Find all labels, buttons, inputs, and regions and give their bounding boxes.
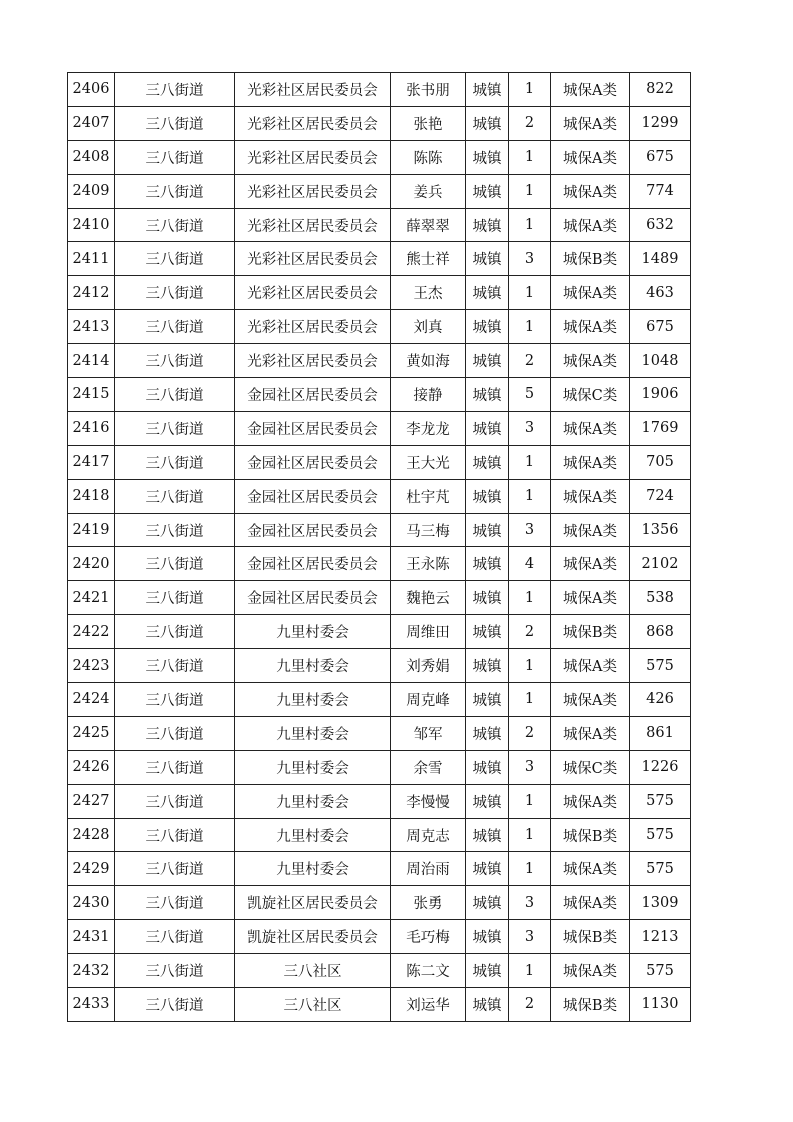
category-cell: 城保B类 xyxy=(551,818,630,852)
community-cell: 三八社区 xyxy=(235,954,391,988)
street-cell: 三八街道 xyxy=(115,683,235,717)
household-size-cell: 1 xyxy=(509,140,551,174)
amount-cell: 1213 xyxy=(630,920,691,954)
household-size-cell: 3 xyxy=(509,886,551,920)
table-row xyxy=(68,920,691,954)
table-row xyxy=(68,513,691,547)
category-cell: 城保A类 xyxy=(551,208,630,242)
community-cell: 九里村委会 xyxy=(235,750,391,784)
category-cell: 城保A类 xyxy=(551,310,630,344)
table-body xyxy=(68,73,691,1022)
record-id-cell: 2408 xyxy=(68,140,115,174)
area-type-cell: 城镇 xyxy=(466,106,509,140)
table-row xyxy=(68,615,691,649)
record-id-cell: 2419 xyxy=(68,513,115,547)
community-cell: 金园社区居民委员会 xyxy=(235,378,391,412)
street-cell: 三八街道 xyxy=(115,174,235,208)
name-cell: 王杰 xyxy=(391,276,466,310)
household-size-cell: 1 xyxy=(509,276,551,310)
area-type-cell: 城镇 xyxy=(466,954,509,988)
table-row xyxy=(68,818,691,852)
community-cell: 光彩社区居民委员会 xyxy=(235,73,391,107)
table-row xyxy=(68,106,691,140)
table-row xyxy=(68,276,691,310)
street-cell: 三八街道 xyxy=(115,716,235,750)
record-id-cell: 2421 xyxy=(68,581,115,615)
category-cell: 城保A类 xyxy=(551,479,630,513)
table-row xyxy=(68,750,691,784)
community-cell: 光彩社区居民委员会 xyxy=(235,208,391,242)
household-size-cell: 4 xyxy=(509,547,551,581)
table-row xyxy=(68,954,691,988)
record-id-cell: 2432 xyxy=(68,954,115,988)
area-type-cell: 城镇 xyxy=(466,411,509,445)
street-cell: 三八街道 xyxy=(115,886,235,920)
category-cell: 城保B类 xyxy=(551,988,630,1022)
community-cell: 金园社区居民委员会 xyxy=(235,479,391,513)
community-cell: 金园社区居民委员会 xyxy=(235,411,391,445)
record-id-cell: 2406 xyxy=(68,73,115,107)
household-size-cell: 3 xyxy=(509,242,551,276)
name-cell: 张书朋 xyxy=(391,73,466,107)
street-cell: 三八街道 xyxy=(115,140,235,174)
table-row xyxy=(68,886,691,920)
area-type-cell: 城镇 xyxy=(466,988,509,1022)
amount-cell: 1048 xyxy=(630,344,691,378)
household-size-cell: 3 xyxy=(509,513,551,547)
household-size-cell: 3 xyxy=(509,411,551,445)
community-cell: 九里村委会 xyxy=(235,615,391,649)
category-cell: 城保A类 xyxy=(551,344,630,378)
community-cell: 三八社区 xyxy=(235,988,391,1022)
amount-cell: 1309 xyxy=(630,886,691,920)
table-row xyxy=(68,649,691,683)
amount-cell: 426 xyxy=(630,683,691,717)
community-cell: 光彩社区居民委员会 xyxy=(235,242,391,276)
amount-cell: 1906 xyxy=(630,378,691,412)
community-cell: 九里村委会 xyxy=(235,852,391,886)
record-id-cell: 2412 xyxy=(68,276,115,310)
street-cell: 三八街道 xyxy=(115,852,235,886)
area-type-cell: 城镇 xyxy=(466,310,509,344)
amount-cell: 724 xyxy=(630,479,691,513)
household-size-cell: 1 xyxy=(509,73,551,107)
record-id-cell: 2407 xyxy=(68,106,115,140)
record-id-cell: 2424 xyxy=(68,683,115,717)
record-id-cell: 2429 xyxy=(68,852,115,886)
street-cell: 三八街道 xyxy=(115,784,235,818)
household-size-cell: 1 xyxy=(509,208,551,242)
area-type-cell: 城镇 xyxy=(466,818,509,852)
name-cell: 余雪 xyxy=(391,750,466,784)
community-cell: 光彩社区居民委员会 xyxy=(235,310,391,344)
name-cell: 刘真 xyxy=(391,310,466,344)
area-type-cell: 城镇 xyxy=(466,140,509,174)
street-cell: 三八街道 xyxy=(115,242,235,276)
table-row xyxy=(68,581,691,615)
record-id-cell: 2411 xyxy=(68,242,115,276)
table-row xyxy=(68,683,691,717)
area-type-cell: 城镇 xyxy=(466,547,509,581)
name-cell: 王永陈 xyxy=(391,547,466,581)
amount-cell: 861 xyxy=(630,716,691,750)
record-id-cell: 2420 xyxy=(68,547,115,581)
street-cell: 三八街道 xyxy=(115,920,235,954)
table-row xyxy=(68,479,691,513)
category-cell: 城保A类 xyxy=(551,852,630,886)
category-cell: 城保A类 xyxy=(551,106,630,140)
record-id-cell: 2430 xyxy=(68,886,115,920)
record-id-cell: 2423 xyxy=(68,649,115,683)
category-cell: 城保A类 xyxy=(551,513,630,547)
record-id-cell: 2414 xyxy=(68,344,115,378)
street-cell: 三八街道 xyxy=(115,547,235,581)
street-cell: 三八街道 xyxy=(115,106,235,140)
amount-cell: 1130 xyxy=(630,988,691,1022)
category-cell: 城保A类 xyxy=(551,581,630,615)
community-cell: 凯旋社区居民委员会 xyxy=(235,920,391,954)
amount-cell: 575 xyxy=(630,852,691,886)
area-type-cell: 城镇 xyxy=(466,242,509,276)
amount-cell: 675 xyxy=(630,310,691,344)
table-row xyxy=(68,140,691,174)
name-cell: 周克志 xyxy=(391,818,466,852)
table-row xyxy=(68,852,691,886)
household-size-cell: 5 xyxy=(509,378,551,412)
category-cell: 城保A类 xyxy=(551,140,630,174)
street-cell: 三八街道 xyxy=(115,445,235,479)
table-row xyxy=(68,378,691,412)
area-type-cell: 城镇 xyxy=(466,750,509,784)
area-type-cell: 城镇 xyxy=(466,445,509,479)
record-id-cell: 2428 xyxy=(68,818,115,852)
street-cell: 三八街道 xyxy=(115,378,235,412)
name-cell: 马三梅 xyxy=(391,513,466,547)
area-type-cell: 城镇 xyxy=(466,344,509,378)
category-cell: 城保B类 xyxy=(551,615,630,649)
category-cell: 城保A类 xyxy=(551,886,630,920)
street-cell: 三八街道 xyxy=(115,649,235,683)
household-size-cell: 2 xyxy=(509,988,551,1022)
record-id-cell: 2410 xyxy=(68,208,115,242)
name-cell: 熊士祥 xyxy=(391,242,466,276)
name-cell: 张勇 xyxy=(391,886,466,920)
amount-cell: 1299 xyxy=(630,106,691,140)
area-type-cell: 城镇 xyxy=(466,276,509,310)
record-id-cell: 2409 xyxy=(68,174,115,208)
record-id-cell: 2413 xyxy=(68,310,115,344)
household-size-cell: 1 xyxy=(509,852,551,886)
table-row xyxy=(68,208,691,242)
amount-cell: 1489 xyxy=(630,242,691,276)
category-cell: 城保A类 xyxy=(551,73,630,107)
community-cell: 金园社区居民委员会 xyxy=(235,513,391,547)
record-id-cell: 2417 xyxy=(68,445,115,479)
amount-cell: 1226 xyxy=(630,750,691,784)
community-cell: 金园社区居民委员会 xyxy=(235,581,391,615)
community-cell: 九里村委会 xyxy=(235,683,391,717)
community-cell: 光彩社区居民委员会 xyxy=(235,106,391,140)
name-cell: 李龙龙 xyxy=(391,411,466,445)
household-size-cell: 3 xyxy=(509,750,551,784)
area-type-cell: 城镇 xyxy=(466,73,509,107)
area-type-cell: 城镇 xyxy=(466,513,509,547)
table-row xyxy=(68,445,691,479)
household-size-cell: 1 xyxy=(509,445,551,479)
area-type-cell: 城镇 xyxy=(466,886,509,920)
table-row xyxy=(68,310,691,344)
amount-cell: 575 xyxy=(630,649,691,683)
community-cell: 九里村委会 xyxy=(235,716,391,750)
amount-cell: 575 xyxy=(630,784,691,818)
amount-cell: 575 xyxy=(630,818,691,852)
category-cell: 城保A类 xyxy=(551,716,630,750)
area-type-cell: 城镇 xyxy=(466,174,509,208)
street-cell: 三八街道 xyxy=(115,73,235,107)
category-cell: 城保C类 xyxy=(551,378,630,412)
table-row xyxy=(68,344,691,378)
community-cell: 光彩社区居民委员会 xyxy=(235,344,391,378)
street-cell: 三八街道 xyxy=(115,208,235,242)
name-cell: 毛巧梅 xyxy=(391,920,466,954)
street-cell: 三八街道 xyxy=(115,479,235,513)
street-cell: 三八街道 xyxy=(115,988,235,1022)
category-cell: 城保A类 xyxy=(551,411,630,445)
category-cell: 城保A类 xyxy=(551,954,630,988)
area-type-cell: 城镇 xyxy=(466,208,509,242)
category-cell: 城保A类 xyxy=(551,174,630,208)
household-size-cell: 2 xyxy=(509,344,551,378)
area-type-cell: 城镇 xyxy=(466,852,509,886)
area-type-cell: 城镇 xyxy=(466,378,509,412)
community-cell: 金园社区居民委员会 xyxy=(235,445,391,479)
category-cell: 城保A类 xyxy=(551,445,630,479)
category-cell: 城保A类 xyxy=(551,784,630,818)
name-cell: 黄如海 xyxy=(391,344,466,378)
street-cell: 三八街道 xyxy=(115,750,235,784)
name-cell: 陈二文 xyxy=(391,954,466,988)
name-cell: 李慢慢 xyxy=(391,784,466,818)
category-cell: 城保A类 xyxy=(551,649,630,683)
amount-cell: 868 xyxy=(630,615,691,649)
community-cell: 九里村委会 xyxy=(235,818,391,852)
amount-cell: 1769 xyxy=(630,411,691,445)
community-cell: 光彩社区居民委员会 xyxy=(235,276,391,310)
street-cell: 三八街道 xyxy=(115,615,235,649)
category-cell: 城保C类 xyxy=(551,750,630,784)
amount-cell: 463 xyxy=(630,276,691,310)
record-id-cell: 2418 xyxy=(68,479,115,513)
amount-cell: 774 xyxy=(630,174,691,208)
community-cell: 九里村委会 xyxy=(235,784,391,818)
area-type-cell: 城镇 xyxy=(466,683,509,717)
household-size-cell: 2 xyxy=(509,716,551,750)
name-cell: 张艳 xyxy=(391,106,466,140)
category-cell: 城保A类 xyxy=(551,683,630,717)
amount-cell: 1356 xyxy=(630,513,691,547)
community-cell: 金园社区居民委员会 xyxy=(235,547,391,581)
name-cell: 王大光 xyxy=(391,445,466,479)
area-type-cell: 城镇 xyxy=(466,615,509,649)
amount-cell: 822 xyxy=(630,73,691,107)
table-row xyxy=(68,716,691,750)
record-id-cell: 2415 xyxy=(68,378,115,412)
household-size-cell: 1 xyxy=(509,784,551,818)
household-size-cell: 2 xyxy=(509,615,551,649)
community-cell: 九里村委会 xyxy=(235,649,391,683)
amount-cell: 675 xyxy=(630,140,691,174)
name-cell: 刘运华 xyxy=(391,988,466,1022)
table-row xyxy=(68,242,691,276)
name-cell: 周治雨 xyxy=(391,852,466,886)
household-size-cell: 1 xyxy=(509,479,551,513)
record-id-cell: 2427 xyxy=(68,784,115,818)
table-row xyxy=(68,174,691,208)
table-row xyxy=(68,73,691,107)
table-row xyxy=(68,547,691,581)
name-cell: 邹军 xyxy=(391,716,466,750)
area-type-cell: 城镇 xyxy=(466,479,509,513)
community-cell: 光彩社区居民委员会 xyxy=(235,140,391,174)
household-size-cell: 1 xyxy=(509,581,551,615)
name-cell: 薛翠翠 xyxy=(391,208,466,242)
category-cell: 城保A类 xyxy=(551,276,630,310)
name-cell: 杜宇芃 xyxy=(391,479,466,513)
category-cell: 城保B类 xyxy=(551,920,630,954)
household-size-cell: 1 xyxy=(509,954,551,988)
name-cell: 周维田 xyxy=(391,615,466,649)
community-cell: 凯旋社区居民委员会 xyxy=(235,886,391,920)
record-id-cell: 2422 xyxy=(68,615,115,649)
area-type-cell: 城镇 xyxy=(466,784,509,818)
amount-cell: 632 xyxy=(630,208,691,242)
household-size-cell: 1 xyxy=(509,683,551,717)
name-cell: 陈陈 xyxy=(391,140,466,174)
street-cell: 三八街道 xyxy=(115,954,235,988)
amount-cell: 538 xyxy=(630,581,691,615)
record-id-cell: 2426 xyxy=(68,750,115,784)
name-cell: 周克峰 xyxy=(391,683,466,717)
record-id-cell: 2416 xyxy=(68,411,115,445)
community-cell: 光彩社区居民委员会 xyxy=(235,174,391,208)
street-cell: 三八街道 xyxy=(115,818,235,852)
table-row xyxy=(68,411,691,445)
area-type-cell: 城镇 xyxy=(466,716,509,750)
area-type-cell: 城镇 xyxy=(466,920,509,954)
household-size-cell: 1 xyxy=(509,310,551,344)
record-id-cell: 2433 xyxy=(68,988,115,1022)
name-cell: 接静 xyxy=(391,378,466,412)
street-cell: 三八街道 xyxy=(115,310,235,344)
household-size-cell: 2 xyxy=(509,106,551,140)
amount-cell: 2102 xyxy=(630,547,691,581)
street-cell: 三八街道 xyxy=(115,344,235,378)
category-cell: 城保A类 xyxy=(551,547,630,581)
street-cell: 三八街道 xyxy=(115,276,235,310)
amount-cell: 575 xyxy=(630,954,691,988)
area-type-cell: 城镇 xyxy=(466,581,509,615)
name-cell: 姜兵 xyxy=(391,174,466,208)
record-id-cell: 2425 xyxy=(68,716,115,750)
household-size-cell: 1 xyxy=(509,818,551,852)
table-row xyxy=(68,784,691,818)
household-size-cell: 1 xyxy=(509,174,551,208)
household-size-cell: 3 xyxy=(509,920,551,954)
name-cell: 刘秀娟 xyxy=(391,649,466,683)
amount-cell: 705 xyxy=(630,445,691,479)
street-cell: 三八街道 xyxy=(115,581,235,615)
area-type-cell: 城镇 xyxy=(466,649,509,683)
street-cell: 三八街道 xyxy=(115,411,235,445)
data-table xyxy=(67,72,691,1022)
street-cell: 三八街道 xyxy=(115,513,235,547)
name-cell: 魏艳云 xyxy=(391,581,466,615)
table-row xyxy=(68,988,691,1022)
household-size-cell: 1 xyxy=(509,649,551,683)
record-id-cell: 2431 xyxy=(68,920,115,954)
category-cell: 城保B类 xyxy=(551,242,630,276)
